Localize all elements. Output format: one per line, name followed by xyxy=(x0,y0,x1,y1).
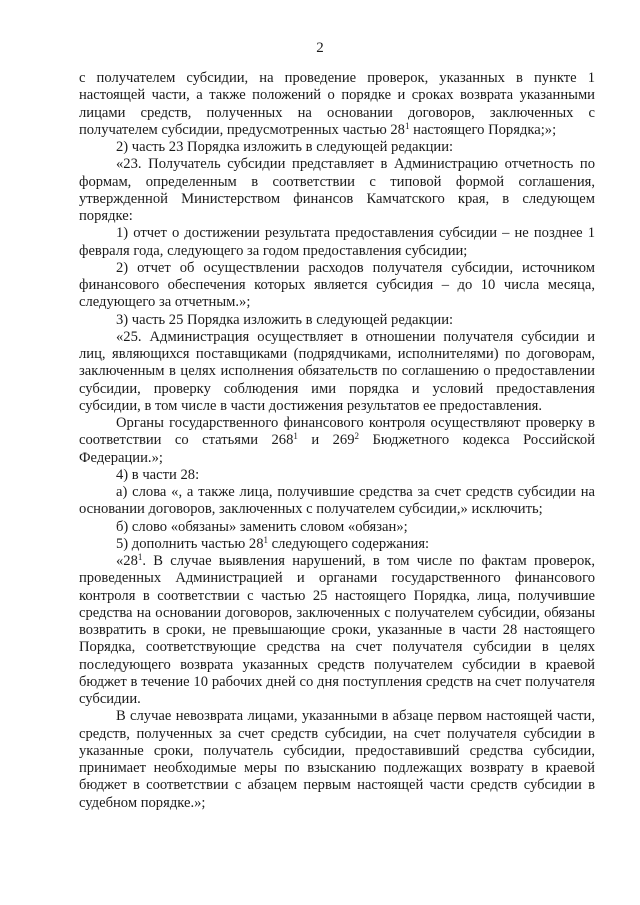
page-number: 2 xyxy=(316,40,324,56)
paragraph-text: и 269 xyxy=(297,432,355,449)
paragraph xyxy=(79,536,595,553)
paragraph xyxy=(79,708,595,812)
paragraph-text: настоящего Порядка;»; xyxy=(409,121,557,138)
paragraph-text: следующего содержания: xyxy=(268,535,430,552)
superscript: 1 xyxy=(404,120,410,131)
paragraph xyxy=(79,415,595,467)
superscript: 2 xyxy=(354,431,360,442)
paragraph-text: 4) в части 28: xyxy=(116,466,200,483)
paragraph xyxy=(79,70,595,139)
paragraph-text: 2) отчет об осуществлении расходов получателя субсидии, источником финансового обеспечения которых является субсидия – до 10 числа месяца, следующего за отчетным.»; xyxy=(79,259,595,311)
paragraph-text: б) слово «обязаны» заменить словом «обязан»; xyxy=(116,518,408,535)
paragraph xyxy=(79,519,595,536)
paragraph-text: Бюджетного кодекса Российской Федерации.»; xyxy=(79,432,596,466)
paragraph xyxy=(79,156,595,225)
superscript: 1 xyxy=(263,534,268,545)
paragraph-text: . В случае выявления нарушений, в том числе по фактам проверок, проведенных Администрацией и органами государственного финансового контроля в соответствии с частью 25 настоящего Порядка, лица, получившие средства на основании договоров, заключенных с получателем субсидии, обязаны возвратить в сроки, не превышающие сроки, указанные в части 28 настоящего Порядка, соответствующие средства на счет получателя субсидии в целях последующего возврата указанных средств получателем субсидии в краевой бюджет в течение 10 рабочих дней со дня поступления средств на счет получателя субсидии. xyxy=(79,553,595,707)
paragraph-text: Органы государственного финансового контроля осуществляют проверку в соответствии со статьями 268 xyxy=(79,415,595,449)
paragraph-text: «28 xyxy=(116,553,138,569)
superscript: 1 xyxy=(293,431,298,442)
paragraph-text: с получателем субсидии, на проведение проверок, указанных в пункте 1 настоящей части, а также положений о порядке и сроках возврата указанными лицами средств, полученных на основании договоров, заключенных с получателем субсидии, предусмотренных частью 28 xyxy=(79,70,595,138)
paragraph-text: 3) часть 25 Порядка изложить в следующей редакции: xyxy=(116,311,454,328)
paragraph xyxy=(79,225,595,260)
paragraph-text: В случае невозврата лицами, указанными в абзаце первом настоящей части, средств, полученных за счет средств субсидии, на счет получателя субсидии в указанные сроки, получатель субсидии, предоставивший средства субсидии, принимает необходимые меры по взысканию подлежащих возврату в краевой бюджет в соответствии с абзацем первым настоящей части средств субсидии в судебном порядке.»; xyxy=(79,708,595,811)
superscript: 1 xyxy=(137,552,143,562)
document-body xyxy=(79,70,595,812)
paragraph xyxy=(79,139,595,156)
paragraph xyxy=(79,484,595,519)
paragraph-text: 2) часть 23 Порядка изложить в следующей редакции: xyxy=(116,139,454,155)
paragraph xyxy=(79,260,595,312)
paragraph xyxy=(79,467,595,484)
paragraph-text: а) слова «, а также лица, получившие средства за счет средств субсидии на основании договоров, заключенных с получателем субсидии,» исключить; xyxy=(79,484,595,518)
paragraph-text: «25. Администрация осуществляет в отношении получателя субсидии и лиц, являющихся поставщиками (подрядчиками, исполнителями) по договорам, заключенным в целях исполнения обязательств по соглашению о предоставлении субсидии, проверку соблюдения ими порядка и условий предоставления субсидии, в том числе в части достижения результатов ее предоставления. xyxy=(79,328,595,414)
paragraph-text: «23. Получатель субсидии представляет в Администрацию отчетность по формам, определенным в соответствии с типовой формой соглашения, утвержденной Министерством финансов Камчатского края, в следующем порядке: xyxy=(79,156,595,224)
paragraph xyxy=(79,553,595,708)
paragraph-text: 5) дополнить частью 28 xyxy=(116,535,264,552)
paragraph-text: 1) отчет о достижении результата предоставления субсидии – не позднее 1 февраля года, следующего за годом предоставления субсидии; xyxy=(79,225,595,259)
paragraph xyxy=(79,329,595,415)
paragraph xyxy=(79,312,595,329)
